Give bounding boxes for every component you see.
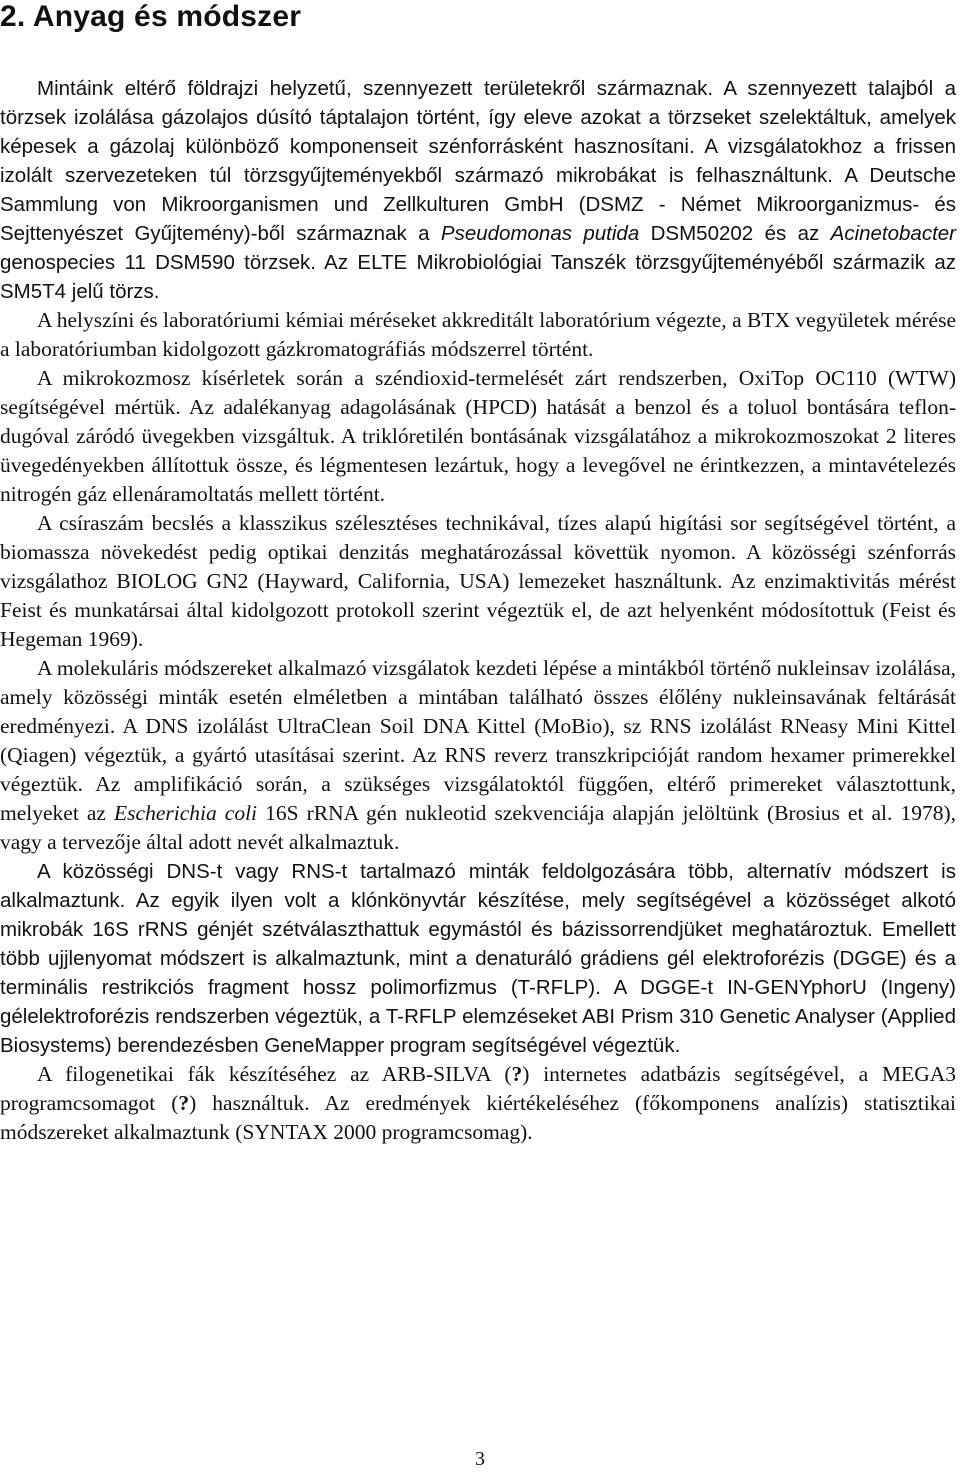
missing-citation: ? bbox=[178, 1091, 190, 1115]
paragraph-molecular-methods bbox=[0, 654, 956, 857]
paragraph-text: genospecies 11 DSM590 törzsek. Az ELTE Mikrobiológiai Tanszék törzsgyűjteményéből származik az SM5T4 jelű törzs. bbox=[0, 251, 956, 303]
paragraph-text: 16S rRNA gén nukleotid szekvenciája alapján jelöltünk (Brosius et al. 1978), vagy a tervezője által adott nevét alkalmaztuk. bbox=[0, 801, 956, 854]
paragraph-text: ) használtuk. Az eredmények kiértékeléséhez (főkomponens analízis) statisztikai módszereket alkalmaztunk (SYNTAX 2000 programcsomag). bbox=[0, 1091, 956, 1144]
species-name: Pseudomonas putida bbox=[440, 222, 640, 245]
paragraph-phylogenetics bbox=[0, 1060, 956, 1147]
species-name: Escherichia coli bbox=[114, 801, 258, 825]
genus-name: Acinetobacter bbox=[830, 222, 957, 245]
section-title: 2. Anyag és módszer bbox=[0, 0, 302, 33]
body-text bbox=[0, 74, 956, 1147]
paragraph-text: ) internetes adatbázis segítségével, a MEGA3 programcsomagot ( bbox=[0, 1062, 956, 1115]
paragraph-text: DSM50202 és az bbox=[639, 222, 831, 245]
paragraph-text: A közösségi DNS-t vagy RNS-t tartalmazó minták feldolgozására több, alternatív módszert is alkalmaztunk. Az egyik ilyen volt a klónkönyvtár készítése, mely segítségével a közösséget alkotó mikrobák 16S rRNS génjét szétválaszthattuk egymástól és bázissorrendjüket meghatároztuk. Emellett több ujjlenyomat módszert is alkalmaztunk, mint a denaturáló grádiens gél elektroforézis (DGGE) és a terminális restrikciós fragment hossz polimorfizmus (T-RFLP). A DGGE-t IN-GENYphorU (Ingeny) gélelektroforézis rendszerben végeztük, a T-RFLP elemzéseket ABI Prism 310 Genetic Analyser (Applied Biosystems) berendezésben GeneMapper program segítségével végeztük. bbox=[0, 860, 956, 1057]
page-number: 3 bbox=[475, 1448, 485, 1470]
paragraph-cell-count: A csíraszám becslés a klasszikus szélesztéses technikával, tízes alapú higítási sor segítségével történt, a biomassza növekedést pedig optikai denzitás meghatározással követtük nyomon. A közösségi szénforrás vizsgálathoz BIOLOG GN2 (Hayward, California, USA) lemezeket használtunk. Az enzimaktivitás mérést Feist és munkatársai által kidolgozott protokoll szerint végeztük el, de azt helyenként módosítottuk (Feist és Hegeman 1969). bbox=[0, 511, 956, 651]
paragraph-chemical-analysis: A helyszíni és laboratóriumi kémiai méréseket akkreditált laboratórium végezte, a BTX vegyületek mérése a laboratóriumban kidolgozott gázkromatográfiás módszerrel történt. bbox=[0, 308, 956, 361]
paragraph-text: A filogenetikai fák készítéséhez az ARB-SILVA ( bbox=[37, 1062, 512, 1086]
paragraph-text: A molekuláris módszereket alkalmazó vizsgálatok kezdeti lépése a mintákból történő nukleinsav izolálása, amely közösségi minták esetén elméletben a mintában található összes élőlény nukleinsavának feltárását eredményezi. A DNS izolálást UltraClean Soil DNA Kittel (MoBio), sz RNS izolálást RNeasy Mini Kittel (Qiagen) végeztük, a gyártó utasításai szerint. Az RNS reverz transzkripcióját random hexamer primerekkel végeztük. Az amplifikáció során, a szükséges vizsgálatoktól függően, eltérő primereket választottunk, melyeket az bbox=[0, 656, 956, 825]
paragraph-text: Mintáink eltérő földrajzi helyzetű, szennyezett területekről származnak. A szennyezett talajból a törzsek izolálása gázolajos dúsító táptalajon történt, így eleve azokat a törzseket szelektáltuk, amelyek képesek a gázolaj különböző komponenseit szénforrásként hasznosítani. A vizsgálatokhoz a frissen izolált szervezeteken túl törzsgyűjteményekből származó mikrobákat is felhasználtunk. A Deutsche Sammlung von Mikroorganismen und Zellkulturen GmbH (DSMZ - Német Mikroorganizmus- és Sejttenyészet Gyűjtemény)-ből származnak a bbox=[0, 77, 956, 245]
missing-citation: ? bbox=[511, 1062, 523, 1086]
paragraph-community-analysis bbox=[0, 857, 956, 1060]
paragraph-samples bbox=[0, 74, 956, 306]
paragraph-microcosm: A mikrokozmosz kísérletek során a széndioxid-termelését zárt rendszerben, OxiTop OC110 (WTW) segítségével mértük. Az adalékanyag adagolásának (HPCD) hatását a benzol és a toluol bontására teflon-dugóval záródó üvegekben vizsgáltuk. A triklóretilén bontásának vizsgálatához a mikrokozmoszokat 2 literes üvegedényekben állítottuk össze, és légmentesen lezártuk, hogy a levegővel ne érintkezzen, a mintavételezés nitrogén gáz ellenáramoltatás mellett történt. bbox=[0, 366, 956, 506]
